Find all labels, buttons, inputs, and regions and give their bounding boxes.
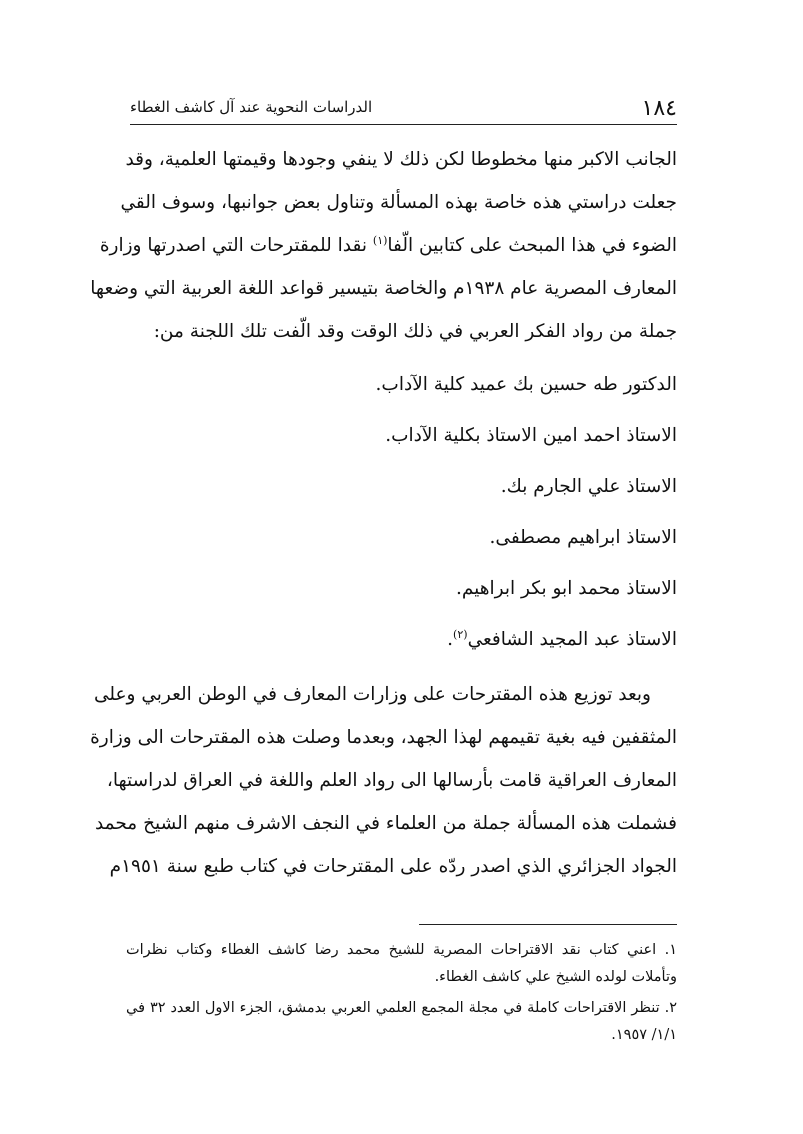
paragraph-line: فشملت هذه المسألة جملة من العلماء في النجف الاشرف منهم الشيخ محمد [94, 813, 677, 834]
committee-member: الدكتور طه حسين بك عميد كلية الآداب. [375, 374, 677, 395]
footnote-1 [126, 937, 677, 991]
footnote-line: ١. اعني كتاب نقد الاقتراحات المصرية للشيخ محمد رضا كاشف الغطاء وكتاب نظرات [126, 942, 677, 958]
footnote-2 [126, 995, 677, 1049]
body-text [90, 138, 677, 888]
paragraph-line: وبعد توزيع هذه المقترحات على وزارات المعارف في الوطن العربي وعلى [93, 684, 651, 705]
footnote-separator [419, 924, 677, 925]
running-title: الدراسات النحوية عند آل كاشف الغطاء [130, 98, 373, 116]
paragraph-line: المعارف المصرية عام ١٩٣٨م والخاصة بتيسير قواعد اللغة العربية التي وضعها [90, 278, 677, 299]
paragraph-line: جملة من رواد الفكر العربي في ذلك الوقت وقد الّفت تلك اللجنة من: [153, 321, 677, 342]
paragraph-line: المعارف العراقية قامت بأرسالها الى رواد العلم واللغة في العراق لدراستها، [106, 770, 677, 791]
committee-member [126, 614, 677, 665]
committee-member: الاستاذ محمد ابو بكر ابراهيم. [455, 578, 677, 599]
paragraph-line: الجواد الجزائري الذي اصدر ردّه على المقترحات في كتاب طبع سنة ١٩٥١م [109, 856, 677, 877]
text-segment: الضوء في هذا المبحث على كتابين الّفا [387, 235, 677, 256]
committee-list [126, 359, 677, 665]
footnote-line: ١/١/ ١٩٥٧. [611, 1027, 677, 1043]
footnote-line: ٢. تنظر الاقتراحات كاملة في مجلة المجمع العلمي العربي بدمشق، الجزء الاول العدد ٣٢ في [126, 1000, 677, 1016]
text-segment: الاستاذ عبد المجيد الشافعي [467, 629, 677, 650]
paragraph-2 [90, 673, 677, 888]
paragraph-line: جعلت دراستي هذه خاصة بهذه المسألة وتناول بعض جوانبها، وسوف القي [120, 192, 677, 213]
header-rule [130, 124, 677, 125]
committee-member: الاستاذ ابراهيم مصطفى. [489, 527, 677, 548]
paragraph-line [99, 224, 677, 267]
committee-member: الاستاذ علي الجارم بك. [500, 476, 677, 497]
page-header [130, 88, 677, 122]
footnote-ref-1[interactable]: (١) [372, 233, 388, 247]
text-segment: نقدا للمقترحات التي اصدرتها وزارة [99, 235, 373, 256]
paragraph-line: الجانب الاكبر منها مخطوطا لكن ذلك لا ينفي وجودها وقيمتها العلمية، وقد [125, 149, 677, 170]
page-number: ١٨٤ [641, 96, 677, 121]
committee-member: الاستاذ احمد امين الاستاذ بكلية الآداب. [385, 425, 677, 446]
footnote-line: وتأملات لولده الشيخ علي كاشف الغطاء. [434, 969, 677, 985]
footnote-ref-2[interactable]: (٢) [453, 627, 468, 641]
text-segment: . [447, 629, 454, 650]
paragraph-1 [90, 138, 677, 353]
footnotes [126, 937, 677, 1049]
paragraph-line: المثقفين فيه بغية تقيمهم لهذا الجهد، وبعدما وصلت هذه المقترحات الى وزارة [90, 727, 677, 748]
